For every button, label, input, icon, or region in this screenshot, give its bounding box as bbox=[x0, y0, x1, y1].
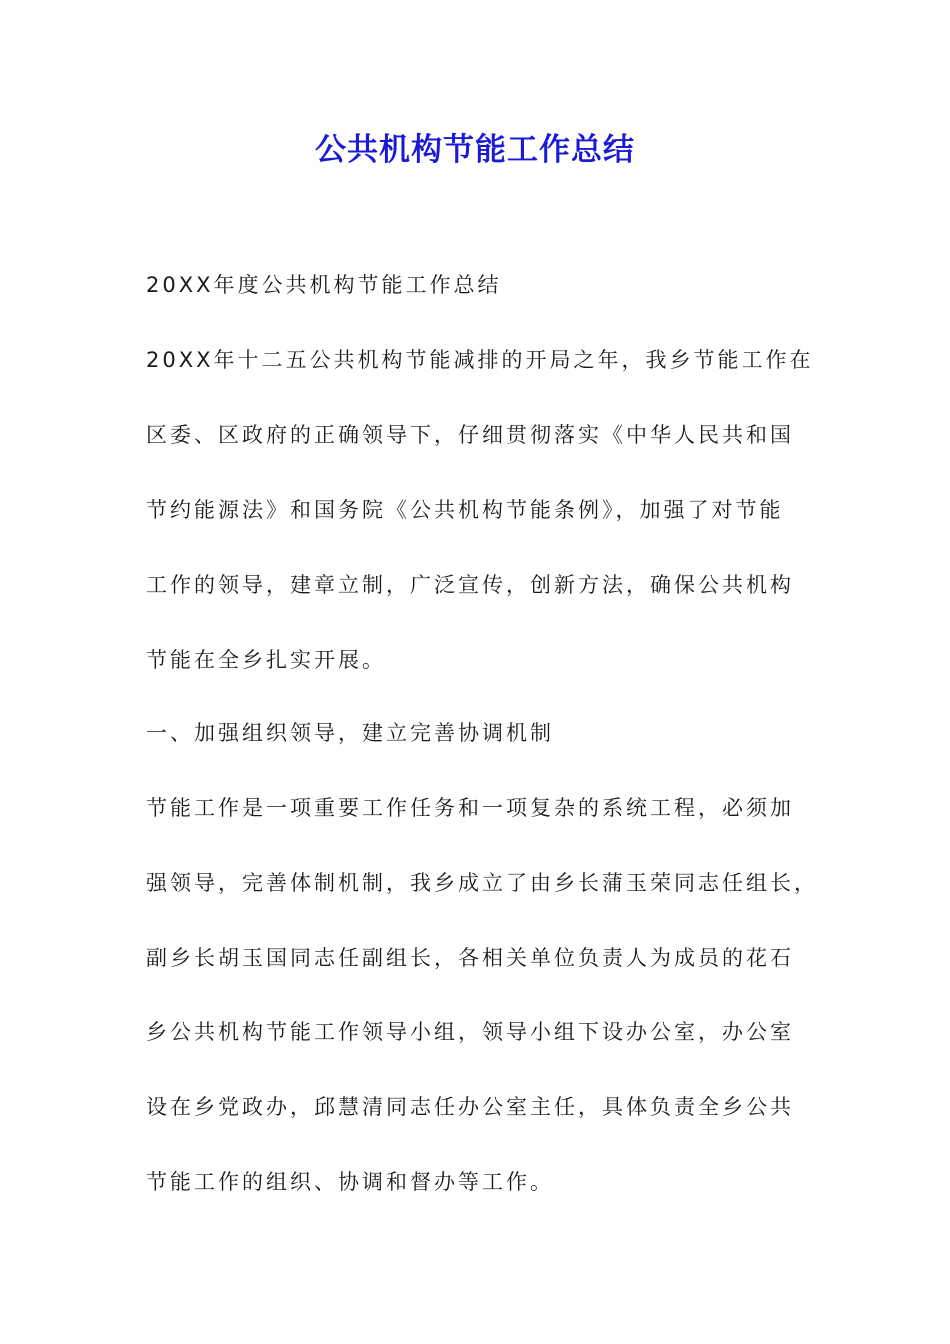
paragraph-line: 区委、区政府的正确领导下，仔细贯彻落实《中华人民共和国 bbox=[146, 423, 794, 447]
document-title: 公共机构节能工作总结 bbox=[315, 132, 635, 168]
paragraph-line: 20XX年十二五公共机构节能减排的开局之年，我乡节能工作在 bbox=[146, 348, 814, 372]
paragraph-line: 副乡长胡玉国同志任副组长，各相关单位负责人为成员的花石 bbox=[146, 946, 794, 970]
paragraph-line: 设在乡党政办，邱慧清同志任办公室主任，具体负责全乡公共 bbox=[146, 1095, 794, 1119]
paragraph-line: 节能在全乡扎实开展。 bbox=[146, 648, 386, 672]
section-heading: 一、加强组织领导，建立完善协调机制 bbox=[146, 721, 554, 745]
paragraph-line: 节约能源法》和国务院《公共机构节能条例》，加强了对节能 bbox=[146, 498, 784, 522]
paragraph-line: 节能工作是一项重要工作任务和一项复杂的系统工程，必须加 bbox=[146, 796, 794, 820]
paragraph-line: 乡公共机构节能工作领导小组，领导小组下设办公室，办公室 bbox=[146, 1020, 794, 1044]
paragraph-line: 强领导，完善体制机制，我乡成立了由乡长蒲玉荣同志任组长， bbox=[146, 871, 818, 895]
paragraph-line: 工作的领导，建章立制，广泛宣传，创新方法，确保公共机构 bbox=[146, 573, 794, 597]
paragraph-line: 节能工作的组织、协调和督办等工作。 bbox=[146, 1170, 554, 1194]
subtitle-line: 20XX年度公共机构节能工作总结 bbox=[146, 273, 502, 297]
